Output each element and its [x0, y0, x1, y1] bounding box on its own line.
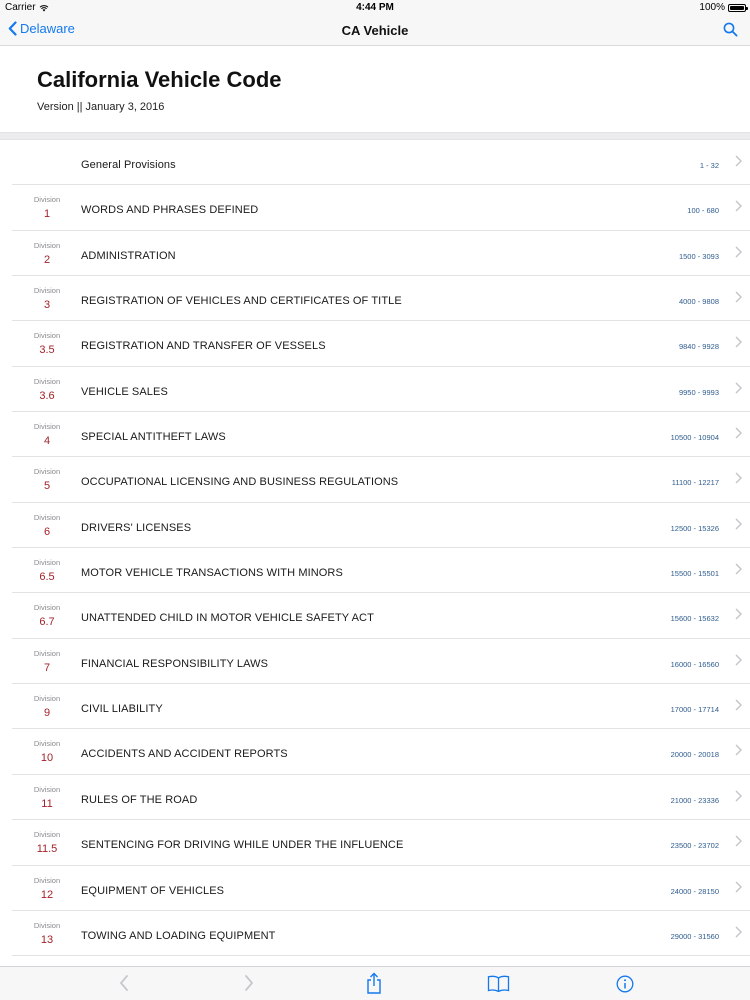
battery-icon — [728, 4, 746, 12]
chevron-right-icon — [735, 835, 742, 847]
section-range: 29000 - 31560 — [670, 931, 719, 941]
list-item-division-3-6[interactable] — [0, 367, 750, 412]
row-title: WORDS AND PHRASES DEFINED — [81, 204, 259, 217]
section-range: 15600 - 15632 — [670, 614, 719, 624]
division-label: Division — [33, 784, 61, 794]
row-title: SENTENCING FOR DRIVING WHILE UNDER THE INFLUENCE — [81, 839, 404, 852]
section-range: 1 - 32 — [699, 161, 719, 170]
chevron-right-icon — [735, 155, 742, 167]
division-label: Division — [33, 603, 61, 613]
division-number: 1 — [43, 208, 51, 221]
division-label: Division — [33, 286, 61, 296]
row-title: MOTOR VEHICLE TRANSACTIONS WITH MINORS — [81, 567, 343, 580]
list-item-division-13[interactable] — [0, 911, 750, 956]
clock: 4:44 PM — [356, 2, 394, 13]
division-number: 4 — [43, 435, 51, 448]
division-label: Division — [33, 830, 61, 840]
section-range: 15500 - 15501 — [670, 569, 719, 579]
bottom-toolbar — [0, 966, 750, 1000]
list-item-division-6-5[interactable] — [0, 548, 750, 593]
chevron-right-icon — [735, 427, 742, 439]
chevron-right-icon — [735, 291, 742, 303]
division-number: 3.5 — [39, 344, 55, 357]
division-label: Division — [33, 648, 61, 658]
division-number: 13 — [40, 933, 54, 946]
section-range: 20000 - 20018 — [670, 750, 719, 760]
division-label: Division — [33, 512, 61, 522]
section-range: 16000 - 16560 — [670, 659, 719, 669]
division-label: Division — [33, 875, 61, 885]
chevron-right-icon — [735, 699, 742, 711]
list-item-general-provisions[interactable] — [0, 140, 750, 185]
info-button[interactable] — [616, 975, 634, 998]
next-button[interactable] — [243, 974, 255, 997]
carrier-label: Carrier — [5, 2, 36, 13]
division-label: Division — [33, 694, 61, 704]
search-icon — [723, 22, 738, 37]
list-item-division-10[interactable] — [0, 729, 750, 774]
nav-title: CA Vehicle — [341, 23, 409, 38]
row-title: REGISTRATION AND TRANSFER OF VESSELS — [81, 340, 326, 353]
search-button[interactable] — [723, 22, 738, 42]
division-number: 7 — [43, 661, 51, 674]
battery-percent: 100% — [699, 2, 725, 13]
chevron-right-icon — [735, 881, 742, 893]
division-label: Division — [33, 739, 61, 749]
division-number: 6.7 — [39, 616, 55, 629]
chevron-right-icon — [735, 200, 742, 212]
list-item-division-6-7[interactable] — [0, 593, 750, 638]
version-label: Version || January 3, 2016 — [37, 101, 165, 113]
division-number: 5 — [43, 480, 51, 493]
chevron-right-icon — [735, 744, 742, 756]
row-title: DRIVERS' LICENSES — [81, 521, 192, 534]
row-title: EQUIPMENT OF VEHICLES — [81, 884, 225, 897]
division-number: 2 — [43, 253, 51, 266]
division-label: Division — [33, 240, 61, 250]
division-list[interactable] — [0, 140, 750, 966]
navigation-bar — [0, 16, 750, 46]
list-item-division-11-5[interactable] — [0, 820, 750, 865]
list-item-division-12[interactable] — [0, 866, 750, 911]
list-item-division-7[interactable] — [0, 639, 750, 684]
division-label: Division — [33, 376, 61, 386]
list-item-division-11[interactable] — [0, 775, 750, 820]
chevron-right-icon — [735, 654, 742, 666]
division-number: 11 — [41, 797, 53, 810]
list-item-division-4[interactable] — [0, 412, 750, 457]
page-title: California Vehicle Code — [37, 67, 282, 92]
division-label: Division — [33, 422, 61, 432]
division-number: 3.6 — [39, 389, 55, 402]
chevron-right-icon — [735, 926, 742, 938]
row-title: REGISTRATION OF VEHICLES AND CERTIFICATES OF TITLE — [81, 295, 402, 308]
chevron-right-icon — [735, 382, 742, 394]
status-bar — [0, 0, 750, 16]
division-number: 9 — [43, 707, 51, 720]
row-title: General Provisions — [81, 159, 176, 171]
chevron-right-icon — [735, 518, 742, 530]
info-icon — [616, 975, 634, 993]
list-item-division-3-5[interactable] — [0, 321, 750, 366]
share-icon — [365, 972, 383, 994]
list-item-division-6[interactable] — [0, 503, 750, 548]
division-label: Division — [33, 331, 61, 341]
chevron-right-icon — [243, 974, 255, 992]
section-range: 1500 - 3093 — [678, 251, 719, 261]
battery-indicator — [699, 2, 746, 13]
row-title: OCCUPATIONAL LICENSING AND BUSINESS REGULATIONS — [81, 476, 399, 489]
division-number: 12 — [40, 888, 54, 901]
division-label: Division — [33, 558, 61, 568]
chevron-right-icon — [735, 608, 742, 620]
code-header — [0, 47, 750, 132]
section-range: 9840 - 9928 — [678, 342, 719, 352]
section-range: 23500 - 23702 — [670, 841, 719, 851]
section-range: 9950 - 9993 — [678, 387, 719, 397]
division-number: 3 — [43, 299, 51, 312]
chevron-right-icon — [735, 563, 742, 575]
section-range: 24000 - 28150 — [670, 886, 719, 896]
list-item-division-5[interactable] — [0, 457, 750, 502]
division-label: Division — [33, 467, 61, 477]
division-label: Division — [33, 195, 61, 205]
chevron-right-icon — [735, 336, 742, 348]
row-title: VEHICLE SALES — [81, 385, 168, 398]
division-number: 11.5 — [36, 843, 58, 856]
row-title: TOWING AND LOADING EQUIPMENT — [81, 929, 276, 942]
section-range: 4000 - 9808 — [678, 297, 719, 307]
section-range: 11100 - 12217 — [671, 478, 719, 488]
section-range: 100 - 680 — [687, 206, 719, 216]
section-range: 17000 - 17714 — [670, 705, 719, 715]
division-number: 6.5 — [39, 571, 55, 584]
row-title: UNATTENDED CHILD IN MOTOR VEHICLE SAFETY ACT — [81, 612, 374, 625]
row-title: CIVIL LIABILITY — [81, 703, 163, 716]
division-number: 10 — [40, 752, 54, 765]
share-button[interactable] — [365, 972, 383, 999]
book-icon — [487, 975, 510, 992]
list-item-division-2[interactable] — [0, 231, 750, 276]
row-title: ADMINISTRATION — [81, 249, 176, 262]
chevron-right-icon — [735, 472, 742, 484]
row-title: FINANCIAL RESPONSIBILITY LAWS — [81, 657, 269, 670]
section-separator — [0, 132, 750, 140]
row-title: ACCIDENTS AND ACCIDENT REPORTS — [81, 748, 288, 761]
previous-button[interactable] — [118, 974, 130, 997]
chevron-right-icon — [735, 246, 742, 258]
section-range: 21000 - 23336 — [670, 795, 719, 805]
chevron-right-icon — [735, 790, 742, 802]
division-number: 6 — [43, 525, 51, 538]
back-button-label: Delaware — [20, 21, 75, 36]
row-title: SPECIAL ANTITHEFT LAWS — [81, 431, 226, 444]
list-item-division-9[interactable] — [0, 684, 750, 729]
division-label: Division — [33, 920, 61, 930]
bookmarks-button[interactable] — [487, 975, 510, 997]
row-title: RULES OF THE ROAD — [81, 793, 198, 806]
section-range: 12500 - 15326 — [670, 523, 719, 533]
chevron-left-icon — [118, 974, 130, 992]
section-range: 10500 - 10904 — [670, 433, 719, 443]
list-item-division-3[interactable] — [0, 276, 750, 321]
list-item-division-1[interactable] — [0, 185, 750, 230]
